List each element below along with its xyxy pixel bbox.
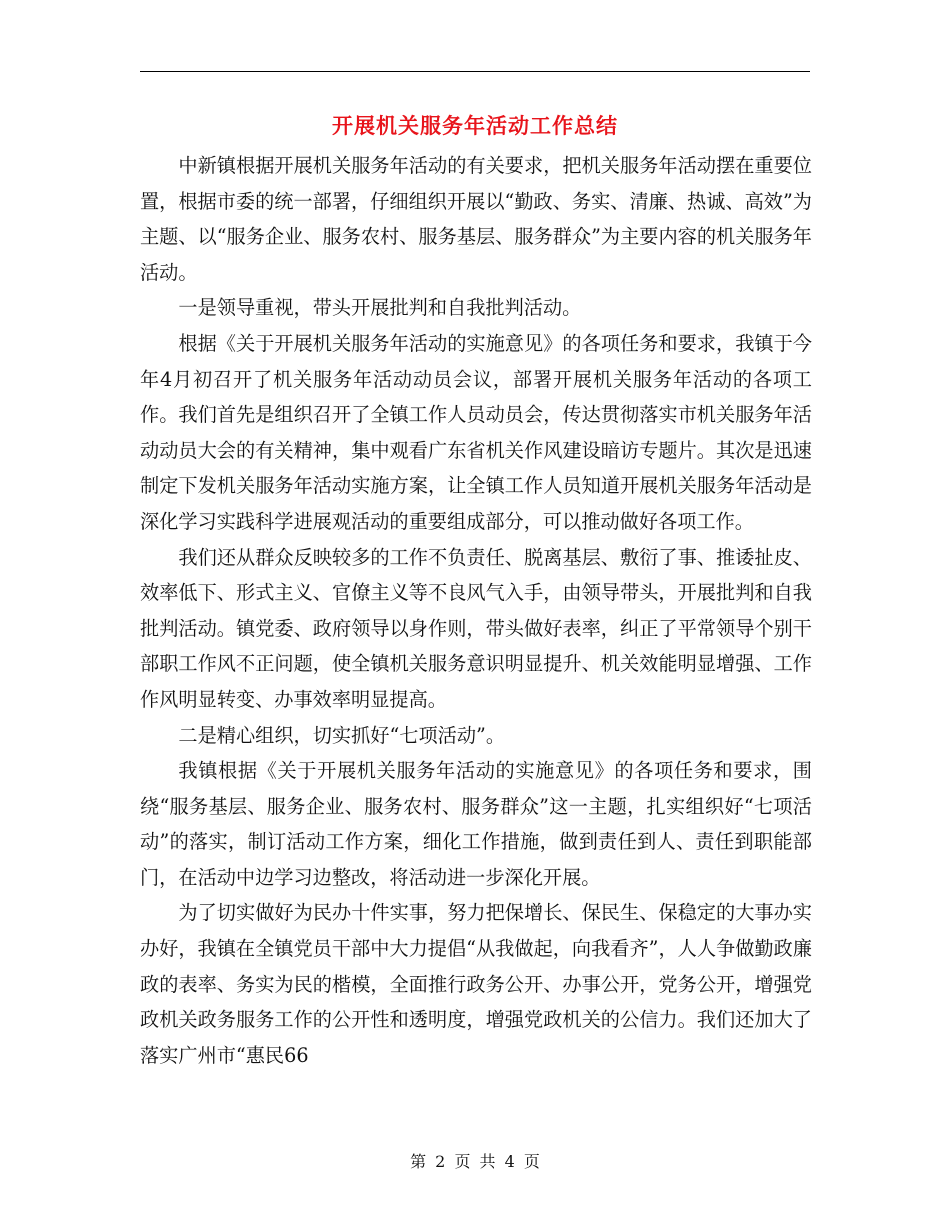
paragraph-heading-two: 二是精心组织，切实抓好“七项活动”。 — [178, 723, 506, 747]
paragraph-ten-projects: 为了切实做好为民办十件实事，努力把保增长、保民生、保稳定的大事办实办好，我镇在全镇党员干部中大力提倡“从我做起，向我看齐”，人人争做勤政廉政的表率、务实为民的楷模，全面推行政务公开、办事公开，党务公开，增强党政机关政务服务工作的公开性和透明度，增强党政机关的公信力。我们还加大了落实广州市“惠民66 — [140, 901, 812, 1067]
paragraph-seven-activities: 我镇根据《关于开展机关服务年活动的实施意见》的各项任务和要求，围绕“服务基层、服务企业、服务农村、服务群众”这一主题，扎实组织好“七项活动”的落实，制订活动工作方案，细化工作措施，做到责任到人、责任到职能部门，在活动中边学习边整改，将活动进一步深化开展。 — [140, 759, 812, 889]
paragraph-intro: 中新镇根据开展机关服务年活动的有关要求，把机关服务年活动摆在重要位置，根据市委的统一部署，仔细组织开展以“勤政、务实、清廉、热诚、高效”为主题、以“服务企业、服务农村、服务基层、服务群众”为主要内容的机关服务年活动。 — [140, 154, 812, 284]
paragraph-heading-one: 一是领导重视，带头开展批判和自我批判活动。 — [178, 296, 582, 320]
paragraph-criticism: 我们还从群众反映较多的工作不负责任、脱离基层、敷衍了事、推诿扯皮、效率低下、形式主义、官僚主义等不良风气入手，由领导带头，开展批判和自我批判活动。镇党委、政府领导以身作则，带头做好表率，纠正了平常领导个别干部职工作风不正问题，使全镇机关服务意识明显提升、机关效能明显增强、工作作风明显转变、办事效率明显提高。 — [140, 545, 812, 711]
header-rule — [140, 71, 810, 72]
document-body — [140, 148, 812, 1073]
paragraph-mobilization: 根据《关于开展机关服务年活动的实施意见》的各项任务和要求，我镇于今年4月初召开了机关服务年活动动员会议，部署开展机关服务年活动的各项工作。我们首先是组织召开了全镇工作人员动员会，传达贯彻落实市机关服务年活动动员大会的有关精神，集中观看广东省机关作风建设暗访专题片。其次是迅速制定下发机关服务年活动实施方案，让全镇工作人员知道开展机关服务年活动是深化学习实践科学进展观活动的重要组成部分，可以推动做好各项工作。 — [140, 331, 812, 533]
page-footer: 第 2 页 共 4 页 — [410, 1152, 540, 1171]
document-title: 开展机关服务年活动工作总结 — [332, 113, 618, 138]
